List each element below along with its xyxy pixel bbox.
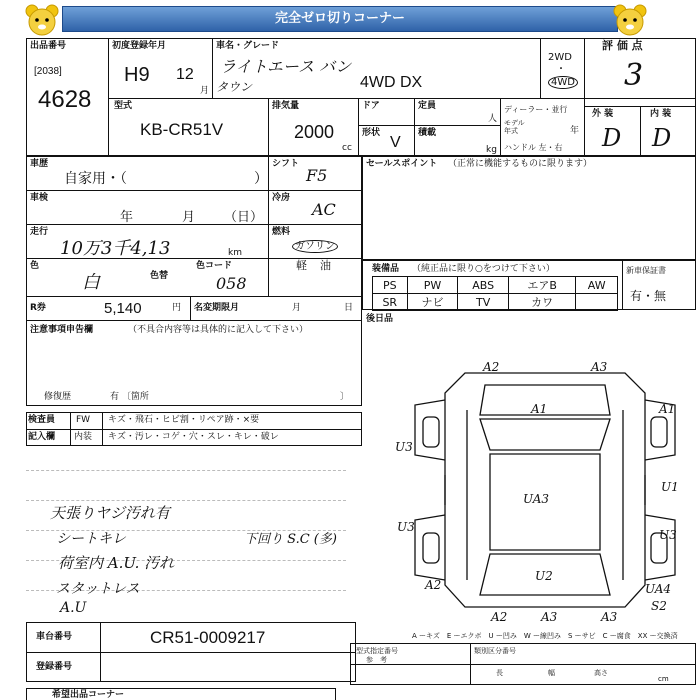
- cap-label: 定員: [418, 101, 437, 111]
- equip-navi: ナビ: [407, 294, 458, 311]
- note-line3: 荷室内 A.U. 汚れ: [58, 554, 175, 572]
- header-frame: [26, 38, 696, 156]
- model-year-label: モデル: [504, 119, 525, 127]
- int-value: D: [652, 124, 672, 152]
- equip-airbag: エアB: [508, 277, 575, 294]
- mileage-label: 走行: [30, 227, 49, 237]
- grade-value: 4WD DX: [360, 74, 423, 91]
- repair-value: 有 〔箇所: [110, 392, 149, 402]
- rticket-unit: 円: [172, 303, 182, 313]
- notes-label: 注意事項申告欄: [30, 325, 94, 335]
- shape-value: V: [390, 134, 401, 151]
- equip-leather: カワ: [508, 294, 575, 311]
- reg-month-unit: 月: [200, 86, 210, 96]
- mileage-unit: km: [228, 248, 242, 258]
- fuel-value: ガソリン: [292, 240, 338, 253]
- model-value: KB-CR51V: [140, 120, 224, 139]
- checker-label1: 検査員: [28, 415, 56, 425]
- equip-tv: TV: [458, 294, 509, 311]
- tax-month: 月: [292, 303, 302, 313]
- mark-u3-left: U3: [395, 440, 413, 454]
- score-value: 3: [624, 58, 644, 93]
- lot-label: 出品番号: [30, 41, 67, 51]
- fuel-oil2: 油: [320, 259, 331, 272]
- cap-unit: 人: [488, 114, 498, 124]
- equip-empty: [576, 294, 618, 311]
- handle-label: ハンドル 左・右: [504, 143, 563, 152]
- note-line4: スタットレス: [56, 581, 140, 597]
- model-year-label2: 年式: [504, 127, 518, 135]
- colorcode-label: 色コード: [196, 261, 233, 271]
- bear-mascot-icon: [24, 3, 60, 37]
- ext-value: D: [602, 124, 622, 152]
- mark-a3-top: A3: [591, 360, 608, 374]
- disp-unit: cc: [342, 143, 352, 153]
- tax-day: 日: [344, 303, 354, 313]
- equip-sr: SR: [373, 294, 408, 311]
- reg-month: 12: [176, 66, 194, 83]
- drive-2wd: 2WD: [548, 52, 572, 63]
- tax-label: 名変期限月: [194, 303, 240, 313]
- back-seat-label: 後日品: [366, 314, 394, 324]
- ac-label: 冷房: [272, 193, 291, 203]
- colorchg-label: 色替: [150, 271, 169, 281]
- lot-sub: [2038]: [34, 66, 62, 77]
- mark-a2-top: A2: [483, 360, 500, 374]
- checker-label2: 記入欄: [28, 432, 56, 442]
- reg-label: 初度登録年月: [112, 41, 167, 51]
- shape-label: 形状: [362, 128, 381, 138]
- drive-dot: ・: [556, 64, 566, 75]
- mark-a1-right: A1: [659, 402, 676, 416]
- load-unit: kg: [486, 145, 497, 155]
- equipment-sub: （純正品に限り○をつけて下さい）: [412, 264, 555, 274]
- colorcode-value: 058: [216, 274, 247, 293]
- checker-col1: FW: [76, 415, 91, 425]
- equip-aw: AW: [576, 277, 618, 294]
- drive-4wd: 4WD: [548, 76, 578, 89]
- equip-pw: PW: [407, 277, 458, 294]
- fuel-label: 燃料: [272, 227, 291, 237]
- sales-frame: [362, 156, 696, 260]
- mark-a3-bottom2: A3: [601, 610, 618, 623]
- shift-label: シフト: [272, 159, 300, 169]
- color-label: 色: [30, 261, 40, 271]
- banner: [0, 0, 700, 38]
- spec-height: 高さ: [594, 669, 608, 677]
- note-side: 下回り S.C (多): [244, 532, 337, 547]
- mark-a1-hood: A1: [531, 402, 548, 416]
- checker-row1: キズ・飛石・ヒビ割・リペア跡・×要: [108, 415, 260, 425]
- mark-ua4-right: UA4: [645, 582, 672, 596]
- name-sub: タウン: [216, 80, 253, 94]
- note-line5: A.U: [60, 600, 87, 616]
- mark-u1-right: U1: [661, 480, 679, 494]
- color-value: 白: [82, 272, 100, 293]
- notes-sub: （不具合内容等は具体的に記入して下さい）: [128, 325, 309, 335]
- equipment-table: [372, 276, 618, 311]
- spec-long: 長: [496, 669, 503, 677]
- checker-row2: キズ・汚レ・コゲ・穴・スレ・キレ・破レ: [108, 432, 279, 442]
- mark-u3-left2: U3: [397, 520, 415, 534]
- repair-label: 修復歴: [44, 392, 72, 402]
- rticket-value: 5,140: [104, 300, 142, 317]
- model-label: 型式: [114, 101, 133, 111]
- mark-u2-rear: U2: [535, 569, 553, 583]
- name-value: ライトエース バン: [220, 57, 352, 76]
- bear-mascot-icon: [612, 3, 648, 37]
- score-label: 評 価 点: [602, 39, 643, 52]
- history-label: 車歴: [30, 159, 49, 169]
- warranty-label: 新車保証書: [626, 266, 666, 275]
- int-label: 内 装: [650, 109, 672, 119]
- fuel-oil: 軽: [296, 259, 307, 272]
- sales-sub: （正常に機能するものに限ります）: [448, 159, 593, 169]
- inspect-label: 車検: [30, 193, 49, 203]
- note-line1: 天張りヤジ汚れ有: [50, 504, 170, 522]
- inspect-year: 年: [120, 209, 134, 224]
- year-unit: 年: [570, 126, 580, 136]
- equipment-label: 装備品: [372, 264, 400, 274]
- mark-a2-bottom: A2: [491, 610, 508, 623]
- door-label: ドア: [362, 101, 380, 111]
- equip-ps: PS: [373, 277, 408, 294]
- footer-text: 希望出品コーナー: [52, 690, 125, 700]
- spec-row2: 類別区分番号: [474, 647, 516, 655]
- lot-number: 4628: [38, 86, 92, 113]
- banner-title: 完全ゼロ切りコーナー: [62, 6, 618, 32]
- spec-ref: 参 考: [366, 656, 387, 664]
- disp-value: 2000: [294, 122, 335, 142]
- ac-value: AC: [312, 200, 336, 219]
- history-value: 自家用・（: [64, 170, 127, 186]
- mark-s2-right: S2: [651, 599, 667, 613]
- ext-label: 外 装: [592, 109, 614, 119]
- equip-abs: ABS: [458, 277, 509, 294]
- disp-label: 排気量: [272, 101, 300, 111]
- left-frame: [26, 156, 362, 406]
- inspect-month: 月: [182, 209, 196, 224]
- mark-ua3-center: UA3: [523, 492, 550, 506]
- spec-cm: cm: [658, 675, 669, 683]
- rticket-label: R券: [30, 303, 46, 313]
- shift-value: F5: [306, 166, 328, 185]
- vehicle-damage-diagram: [395, 355, 695, 623]
- spec-width: 幅: [548, 669, 555, 677]
- mark-u3-right: U3: [659, 528, 677, 542]
- sales-label: セールスポイント: [366, 159, 438, 169]
- mark-a2-rear: A2: [425, 578, 442, 592]
- name-label: 車名・グレード: [216, 41, 280, 51]
- dealer-label: ディーラー・並行: [504, 105, 568, 114]
- repair-close: 〕: [340, 392, 350, 402]
- load-label: 積載: [418, 128, 437, 138]
- history-close: ）: [254, 170, 268, 186]
- chassis-value: CR51-0009217: [150, 628, 266, 647]
- spec-row1: 型式指定番号: [356, 647, 398, 655]
- reg-era: H9: [124, 64, 150, 86]
- mark-a3-bottom: A3: [541, 610, 558, 623]
- mileage-value: 10万3千4,13: [60, 238, 171, 259]
- checker-col2: 内装: [74, 432, 93, 442]
- note-line2: シートキレ: [56, 531, 126, 547]
- warranty-value: 有・無: [630, 289, 667, 303]
- reg-number-label: 登録番号: [36, 662, 73, 672]
- chassis-label: 車台番号: [36, 632, 73, 642]
- damage-legend: A ーキズ E ーエクボ U ー凹み W ー線凹み S ーサビ C ー腐食 XX ー交換済: [412, 632, 678, 640]
- inspect-day: （日）: [224, 209, 264, 224]
